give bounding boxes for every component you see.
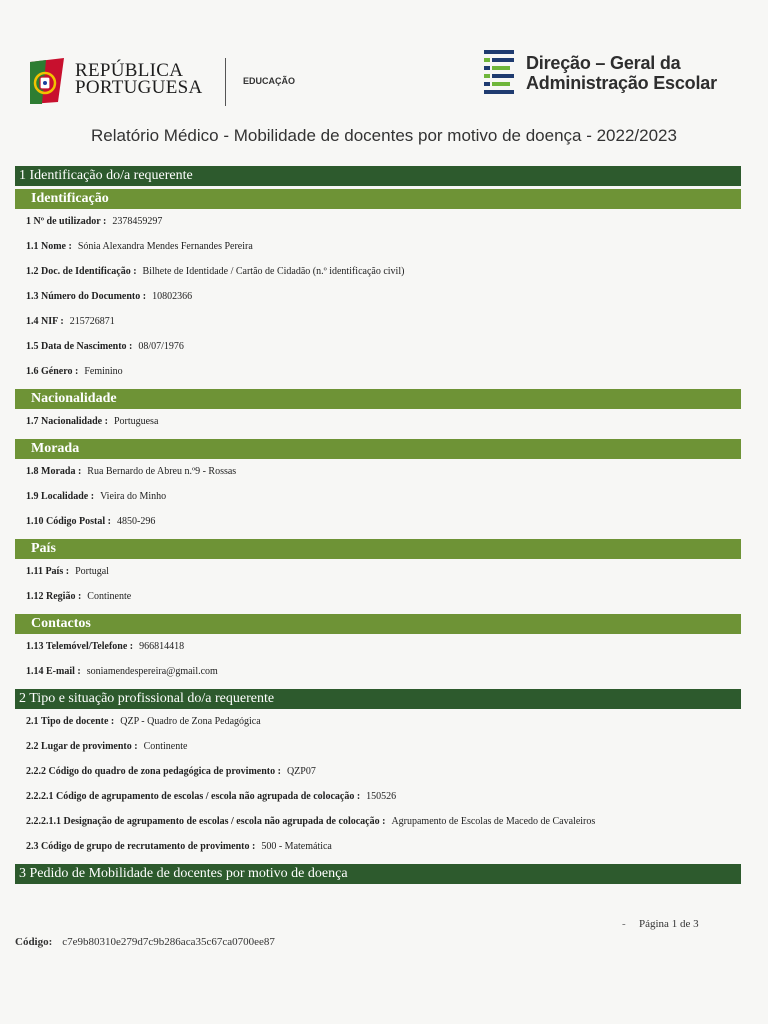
subsection-nacionalidade-header: Nacionalidade (15, 389, 741, 409)
field-nif: 1.4 NIF : 215726871 (26, 316, 115, 327)
header-divider (225, 58, 226, 106)
section-3-header: 3 Pedido de Mobilidade de docentes por motivo de doença (15, 864, 741, 884)
field-nome: 1.1 Nome : Sónia Alexandra Mendes Fernandes Pereira (26, 241, 253, 252)
field-genero: 1.6 Género : Feminino (26, 366, 123, 377)
field-codigo-qzp: 2.2.2 Código do quadro de zona pedagógica de provimento : QZP07 (26, 766, 316, 777)
section-2-header: 2 Tipo e situação profissional do/a requerente (15, 689, 741, 709)
field-pais: 1.11 País : Portugal (26, 566, 109, 577)
subsection-pais-header: País (15, 539, 741, 559)
field-nacionalidade: 1.7 Nacionalidade : Portuguesa (26, 416, 159, 427)
field-localidade: 1.9 Localidade : Vieira do Minho (26, 491, 167, 502)
field-codigo-agrupamento: 2.2.2.1 Código de agrupamento de escolas / escola não agrupada de colocação : 150526 (26, 791, 397, 802)
educacao-label: EDUCAÇÃO (243, 76, 296, 86)
document-code: Código: c7e9b80310e279d7c9b286aca35c67ca0700ee87 (15, 936, 275, 948)
field-doc-identificacao: 1.2 Doc. de Identificação : Bilhete de Identidade / Cartão de Cidadão (n.º identificação civil) (26, 266, 405, 277)
dgae-logo-text: Direção – Geral da Administração Escolar (526, 53, 717, 93)
footer-dot: - (622, 918, 626, 930)
field-lugar-provimento: 2.2 Lugar de provimento : Continente (26, 741, 188, 752)
field-data-nascimento: 1.5 Data de Nascimento : 08/07/1976 (26, 341, 184, 352)
field-morada: 1.8 Morada : Rua Bernardo de Abreu n.º9 - Rossas (26, 466, 237, 477)
subsection-morada-header: Morada (15, 439, 741, 459)
field-numero-utilizador: 1 Nº de utilizador : 2378459297 (26, 216, 163, 227)
field-numero-documento: 1.3 Número do Documento : 10802366 (26, 291, 193, 302)
section-1-header: 1 Identificação do/a requerente (15, 166, 741, 186)
field-designacao-agrupamento: 2.2.2.1.1 Designação de agrupamento de escolas / escola não agrupada de colocação : Agrupamento de Escolas de Macedo de Cavaleiros (26, 816, 596, 827)
field-regiao: 1.12 Região : Continente (26, 591, 132, 602)
dgae-logo-icon (484, 50, 518, 100)
page-number: Página 1 de 3 (639, 918, 699, 930)
field-telefone: 1.13 Telemóvel/Telefone : 966814418 (26, 641, 185, 652)
field-codigo-postal: 1.10 Código Postal : 4850-296 (26, 516, 156, 527)
document-title: Relatório Médico - Mobilidade de docentes por motivo de doença - 2022/2023 (91, 126, 677, 145)
field-tipo-docente: 2.1 Tipo de docente : QZP - Quadro de Zona Pedagógica (26, 716, 261, 727)
republica-portuguesa-logo-text: REPÚBLICA PORTUGUESA (75, 60, 203, 98)
field-email: 1.14 E-mail : soniamendespereira@gmail.com (26, 666, 218, 677)
subsection-contactos-header: Contactos (15, 614, 741, 634)
subsection-identificacao-header: Identificação (15, 189, 741, 209)
field-grupo-recrutamento: 2.3 Código de grupo de recrutamento de provimento : 500 - Matemática (26, 841, 332, 852)
republica-portuguesa-emblem-icon (26, 56, 68, 108)
